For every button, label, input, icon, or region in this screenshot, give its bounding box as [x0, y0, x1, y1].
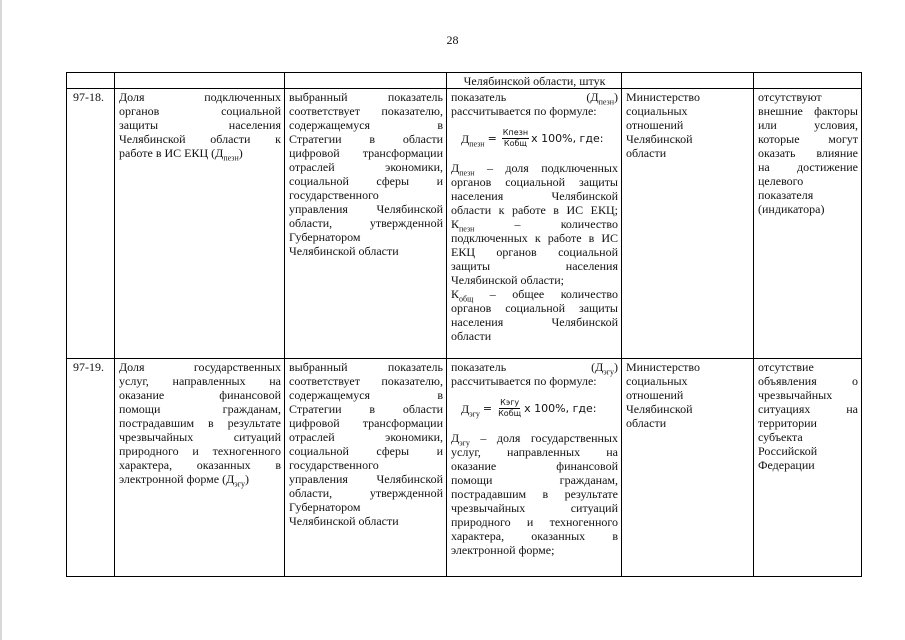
definition-line: защиты населения — [451, 259, 618, 273]
text-line: Челябинской области к — [119, 132, 281, 146]
formula-denominator: Кобщ — [503, 139, 527, 148]
definition-line: населения Челябинской — [451, 189, 618, 203]
formula-fraction — [502, 128, 529, 149]
row-number: 97-19. — [67, 359, 115, 577]
text-line: цифровой трансформации — [289, 416, 443, 430]
text-line: управления Челябинской — [289, 472, 443, 486]
table-row — [67, 89, 862, 359]
carry-over-row — [67, 73, 862, 89]
definition-line: органов социальной защиты — [451, 175, 618, 189]
text-line: Стратегии в области — [289, 132, 443, 146]
formula-numerator: Кэгу — [500, 398, 520, 407]
formula-tail: x 100%, где: — [531, 131, 604, 145]
responsible-body — [622, 359, 754, 577]
text-line: социальной сферы и — [289, 444, 443, 458]
definition-line: электронной форме; — [451, 543, 555, 557]
calculation-method — [447, 89, 622, 359]
formula-fraction — [497, 398, 522, 419]
text-line: пострадавшим в результате — [119, 416, 281, 430]
text-line: отсутствуют — [758, 90, 822, 104]
text-line: отношений — [626, 388, 684, 402]
formula-denominator: Кобщ — [498, 409, 522, 418]
text-line: органов социальной — [119, 104, 281, 118]
indicator-name — [115, 89, 285, 359]
responsible-body — [622, 89, 754, 359]
definition-line: населения Челябинской — [451, 315, 618, 329]
external-factors — [754, 89, 862, 359]
text-line: помощи гражданам, — [119, 402, 281, 416]
text-line: содержащемуся в — [289, 388, 443, 402]
text-line: природного и техногенного — [119, 444, 281, 458]
definition-line: природного и техногенного — [451, 515, 618, 529]
definition-line: области — [451, 329, 492, 343]
text-line: Министерство — [626, 360, 700, 374]
formula — [461, 128, 618, 149]
indicators-table — [66, 72, 862, 577]
text-line: Стратегии в области — [289, 402, 443, 416]
definition-line: ЕКЦ органов социальной — [451, 245, 618, 259]
definition-line: чрезвычайных ситуаций — [451, 501, 618, 515]
text-line: области, утвержденной — [289, 486, 443, 500]
row-number: 97-18. — [67, 89, 115, 359]
formula-equals: = — [487, 131, 497, 145]
text-line: цифровой трансформации — [289, 146, 443, 160]
calculation-method — [447, 359, 622, 577]
text-line: Челябинской — [626, 402, 693, 416]
table-row — [67, 359, 862, 577]
definition-line: $К_{пезн}$ – количество — [451, 217, 618, 234]
text-line: управления Челябинской — [289, 202, 443, 216]
text-line: целевого — [758, 174, 804, 188]
definition-line: помощи гражданам, — [451, 473, 618, 487]
text-line: (индикатора) — [758, 202, 825, 216]
text-line: услуг, направленных на — [119, 374, 281, 388]
external-factors — [754, 359, 862, 577]
text-line: внешние факторы — [758, 104, 858, 118]
text-line: соответствует показателю, — [289, 104, 443, 118]
method-intro: показатель $(Д_{пезн})$ — [451, 90, 618, 107]
text-line: государственного — [289, 188, 379, 202]
definition-line: органов социальной защиты — [451, 301, 618, 315]
indicator-name-last: электронной форме $(Д_{эгу})$ — [119, 472, 249, 489]
definition-line: $Д_{пезн}$ – доля подключенных — [451, 161, 618, 178]
selection-reason — [285, 359, 447, 577]
text-line: Доля подключенных — [119, 90, 281, 104]
text-line: которые могут — [758, 132, 858, 146]
table-rows — [67, 89, 862, 577]
text-line: на достижение — [758, 160, 858, 174]
text-line: Губернатором — [289, 500, 361, 514]
text-line: Федерации — [758, 458, 815, 472]
text-line: отраслей экономики, — [289, 430, 443, 444]
text-line: области — [626, 146, 667, 160]
text-line: социальных — [626, 374, 688, 388]
text-line: Челябинской — [626, 132, 693, 146]
text-line: области — [626, 416, 667, 430]
formula — [461, 398, 618, 419]
text-line: Доля государственных — [119, 360, 281, 374]
text-line: показателя — [758, 188, 814, 202]
definition-line: пострадавшим в результате — [451, 487, 618, 501]
text-line: социальной сферы и — [289, 174, 443, 188]
text-line: государственного — [289, 458, 379, 472]
formula-equals: = — [482, 401, 493, 415]
indicator-name — [115, 359, 285, 577]
definition-line: Челябинской области; — [451, 273, 564, 287]
text-line: чрезвычайных — [758, 388, 833, 402]
text-line: Челябинской области — [289, 514, 399, 528]
page-edge-shadow — [0, 0, 2, 640]
text-line: характера, оказанных в — [119, 458, 281, 472]
page-number: 28 — [446, 33, 459, 47]
text-line: содержащемуся в — [289, 118, 443, 132]
definition-line: характера, оказанных в — [451, 529, 618, 543]
method-intro-2: рассчитывается по формуле: — [451, 374, 597, 388]
formula-tail: x 100%, где: — [524, 401, 597, 415]
formula-lhs: $Д_{эгу}$ — [461, 401, 480, 418]
text-line: отношений — [626, 118, 684, 132]
text-line: или условия, — [758, 118, 858, 132]
definition-line: $К_{общ}$ – общее количество — [451, 287, 618, 304]
formula-numerator: Кпезн — [502, 128, 529, 137]
text-line: чрезвычайных ситуаций — [119, 430, 281, 444]
definition-line: области к работе в ИС ЕКЦ; — [451, 203, 618, 217]
text-line: объявления о — [758, 374, 858, 388]
method-intro-2: рассчитывается по формуле: — [451, 104, 597, 118]
text-line: соответствует показателю, — [289, 374, 443, 388]
definition-line: услуг, направленных на — [451, 445, 618, 459]
text-line: ситуациях на — [758, 402, 858, 416]
text-line: выбранный показатель — [289, 360, 443, 374]
carry-over-text: Челябинской области, штук — [447, 73, 622, 89]
text-line: области, утвержденной — [289, 216, 443, 230]
definition-line: оказание финансовой — [451, 459, 618, 473]
text-line: отраслей экономики, — [289, 160, 443, 174]
indicator-name-last: работе в ИС ЕКЦ $(Д_{пезн})$ — [119, 146, 243, 163]
formula-lhs: $Д_{пезн}$ — [461, 131, 485, 148]
definition-line: подключенных к работе в ИС — [451, 231, 618, 245]
text-line: Губернатором — [289, 230, 361, 244]
text-line: социальных — [626, 104, 688, 118]
text-line: Министерство — [626, 90, 700, 104]
text-line: оказать влияние — [758, 146, 858, 160]
text-line: субъекта — [758, 430, 803, 444]
method-intro: показатель $(Д_{эгу})$ — [451, 360, 618, 377]
text-line: территории — [758, 416, 817, 430]
text-line: выбранный показатель — [289, 90, 443, 104]
text-line: оказание финансовой — [119, 388, 281, 402]
text-line: защиты населения — [119, 118, 281, 132]
text-line: Российской — [758, 444, 818, 458]
selection-reason — [285, 89, 447, 359]
text-line: Челябинской области — [289, 244, 399, 258]
text-line: отсутствие — [758, 360, 814, 374]
definition-line: $Д_{эгу}$ – доля государственных — [451, 431, 618, 448]
